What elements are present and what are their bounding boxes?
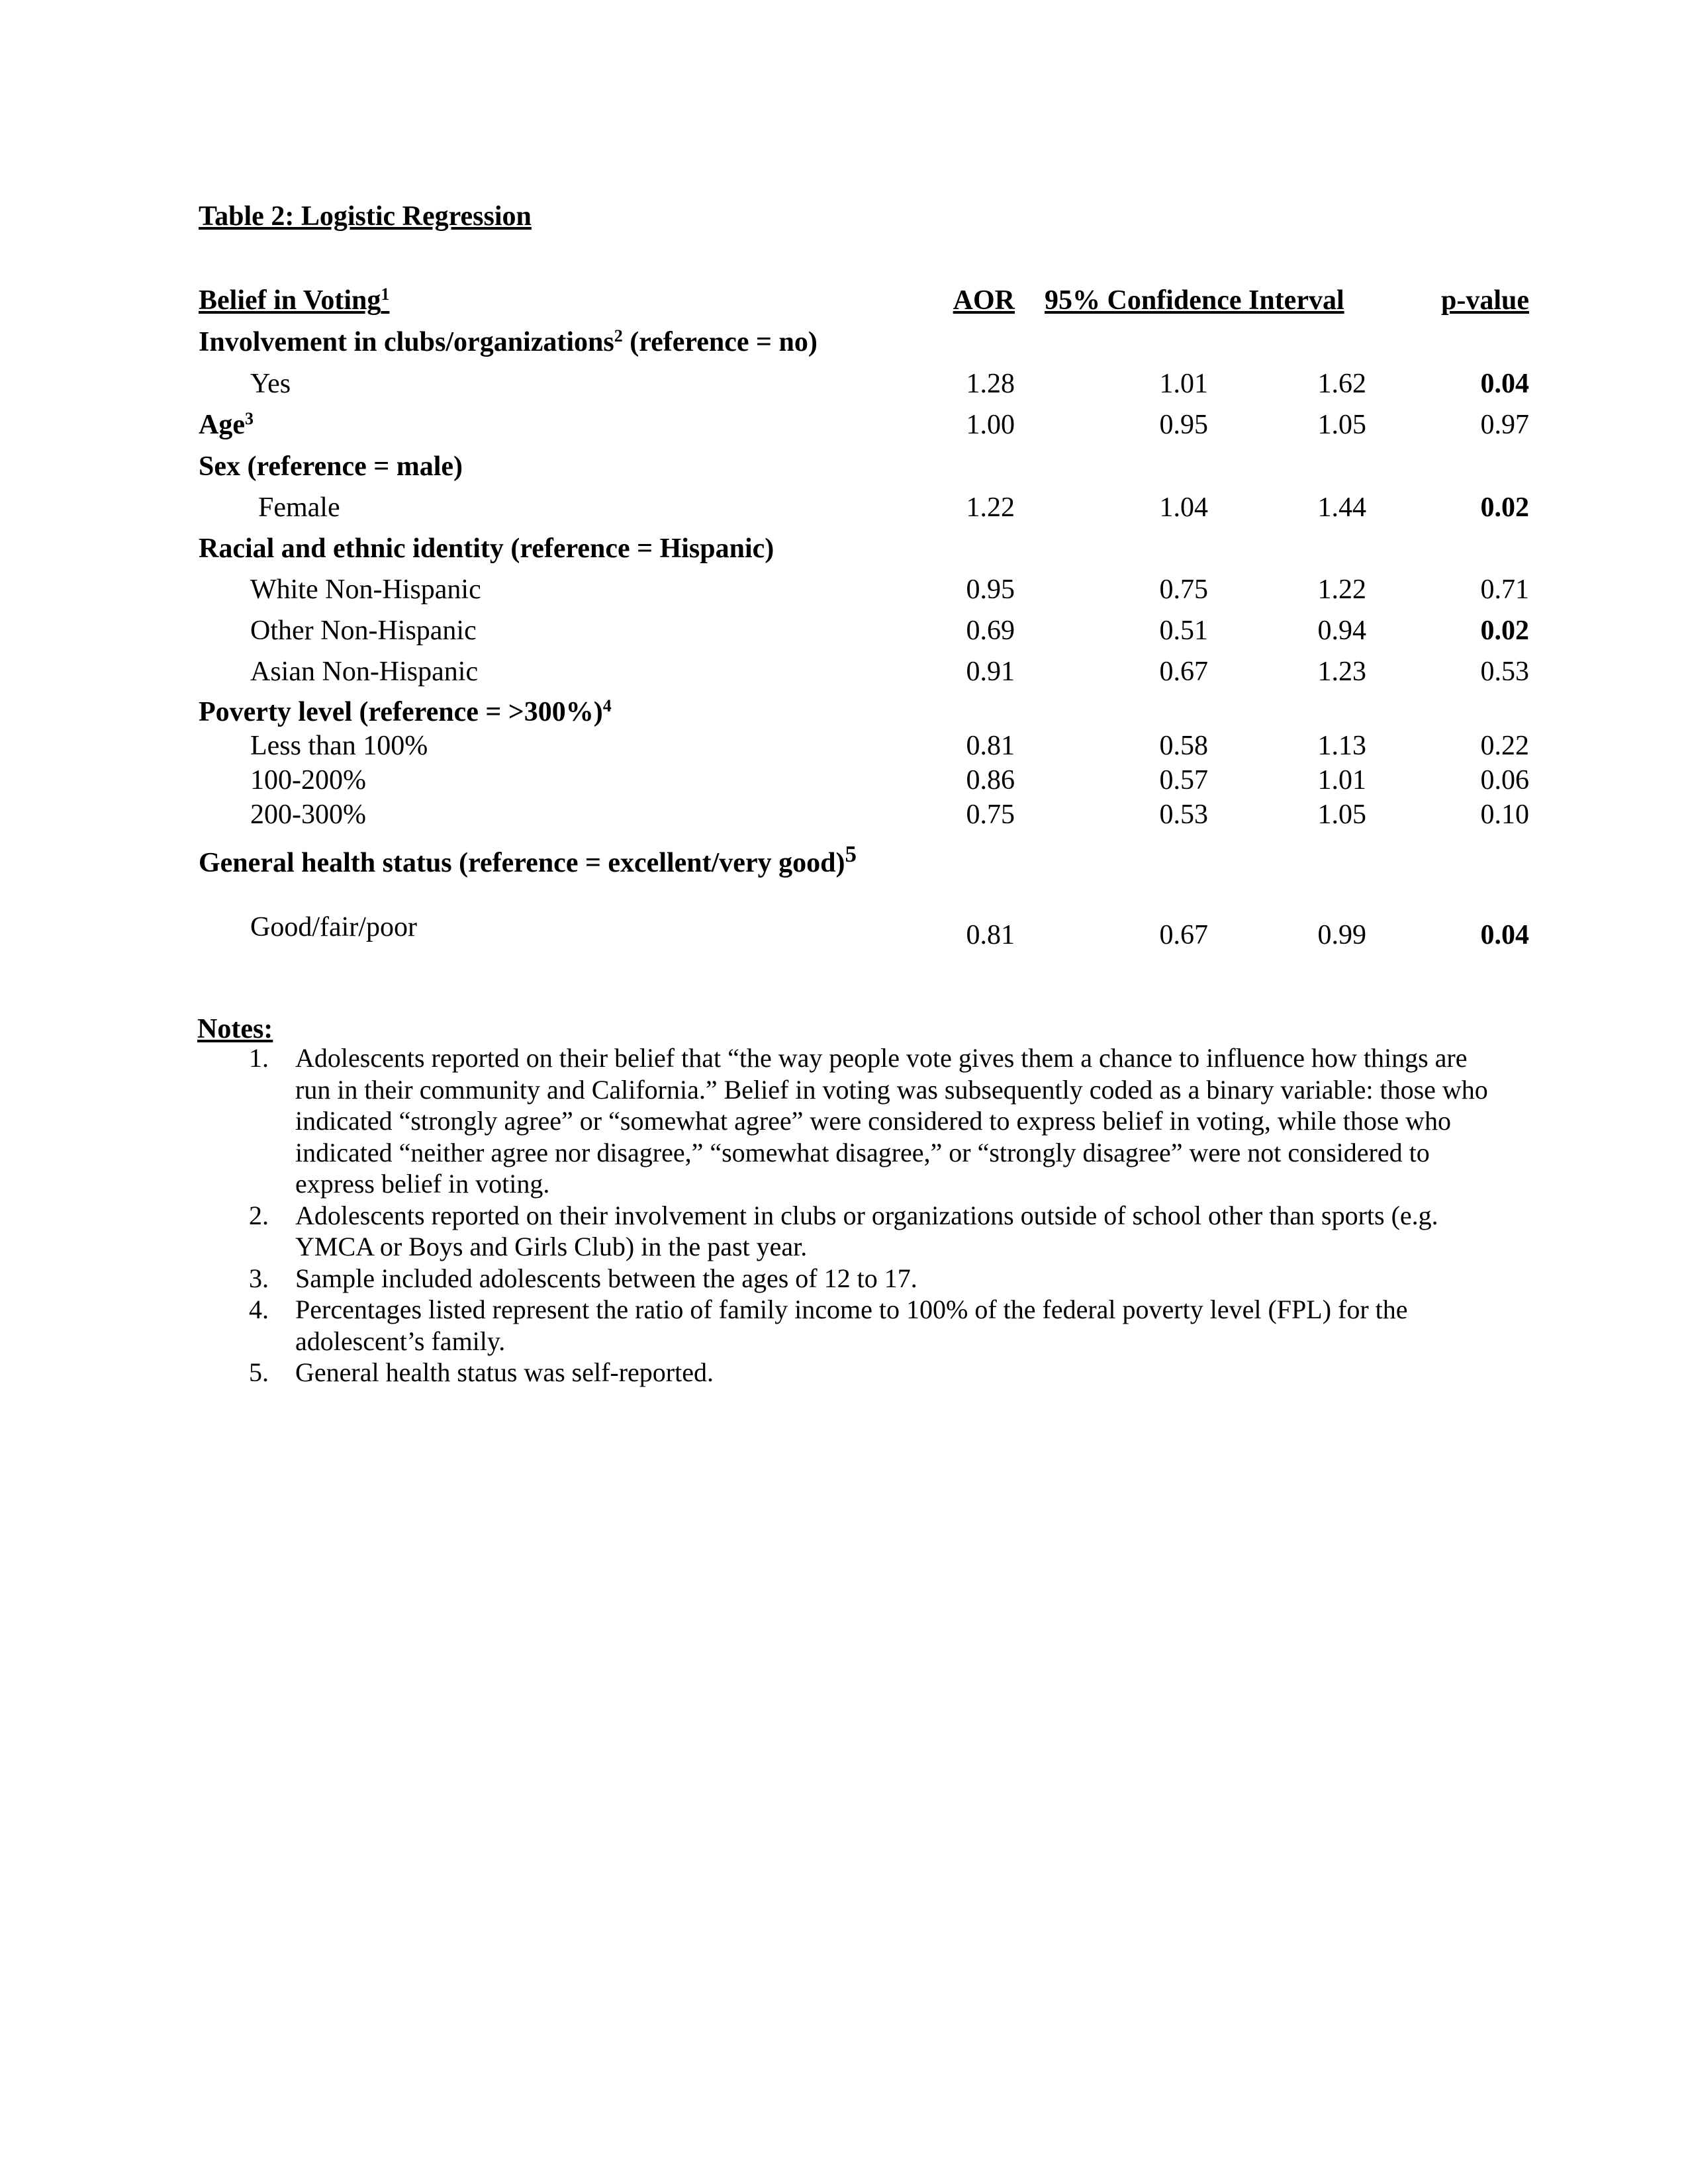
note-text: Percentages listed represent the ratio of family income to 100% of the federal poverty level (FPL) for the adolescent’s family. — [295, 1295, 1408, 1356]
table-title: Table 2: Logistic Regression — [199, 201, 532, 232]
column-header-p-value: p-value — [1440, 285, 1529, 316]
footnote-marker: 2 — [614, 326, 623, 345]
note-item — [199, 1294, 1496, 1357]
group-poverty — [199, 698, 612, 726]
cell-aor: 0.69 — [966, 615, 1015, 646]
footnote-marker: 1 — [381, 285, 390, 304]
column-header-dependent — [199, 287, 389, 314]
cell-ci-lower: 0.67 — [1159, 657, 1208, 687]
footnote-marker: 3 — [244, 409, 254, 428]
cell-ci-upper: 1.05 — [1317, 410, 1366, 440]
cell-p-value: 0.22 — [1480, 731, 1529, 761]
cell-p-value: 0.97 — [1480, 410, 1529, 440]
cell-ci-upper: 1.13 — [1317, 731, 1366, 761]
note-text: Adolescents reported on their belief that “the way people vote gives them a chance to influence how things are run in their community and California.” Belief in voting was subsequently coded as a binary variable: those who indicated “strongly agree” or “somewhat agree” were considered to express belief in voting, while those who indicated “neither agree nor disagree,” “somewhat disagree,” or “strongly disagree” were not considered to express belief in voting. — [295, 1043, 1488, 1199]
row-label-yes: Yes — [250, 369, 291, 399]
note-text: Sample included adolescents between the ages of 12 to 17. — [295, 1263, 917, 1293]
footnote-marker: 5 — [845, 841, 857, 867]
note-number: 4. — [249, 1295, 269, 1324]
group-label: Poverty level (reference = >300%) — [199, 697, 603, 727]
note-number: 5. — [249, 1357, 269, 1387]
cell-aor: 0.81 — [966, 731, 1015, 761]
group-age — [199, 411, 254, 439]
group-label: Involvement in clubs/organizations — [199, 327, 614, 357]
footnote-marker: 4 — [602, 696, 612, 715]
note-number: 1. — [249, 1043, 269, 1073]
cell-p-value: 0.10 — [1480, 799, 1529, 830]
row-label-asian: Asian Non-Hispanic — [250, 657, 479, 687]
cell-p-value: 0.53 — [1480, 657, 1529, 687]
cell-ci-lower: 0.53 — [1159, 799, 1208, 830]
cell-ci-lower: 0.58 — [1159, 731, 1208, 761]
note-item — [199, 1263, 1496, 1295]
cell-ci-lower: 0.75 — [1159, 574, 1208, 605]
row-label-less-than-100: Less than 100% — [250, 731, 428, 761]
row-label-female: Female — [258, 492, 340, 523]
group-label: General health status (reference = excellent/very good) — [199, 848, 845, 878]
note-item — [199, 1357, 1496, 1388]
group-sex: Sex (reference = male) — [199, 451, 463, 482]
cell-ci-upper: 1.05 — [1317, 799, 1366, 830]
group-health — [199, 837, 861, 880]
row-label-white: White Non-Hispanic — [250, 574, 481, 605]
group-label: Age — [199, 410, 245, 440]
note-number: 3. — [249, 1263, 269, 1293]
cell-aor: 0.91 — [966, 657, 1015, 687]
cell-ci-lower: 0.95 — [1159, 410, 1208, 440]
row-label-200-300: 200-300% — [250, 799, 366, 830]
row-label-good-fair-poor: Good/fair/poor — [250, 912, 417, 942]
cell-ci-upper: 1.62 — [1317, 369, 1366, 399]
row-label-other: Other Non-Hispanic — [250, 615, 477, 646]
cell-p-value: 0.02 — [1480, 615, 1529, 646]
column-header-aor: AOR — [953, 285, 1015, 316]
cell-ci-lower: 0.67 — [1159, 920, 1208, 950]
column-header-dependent-label: Belief in Voting — [199, 285, 381, 316]
cell-ci-upper: 0.99 — [1317, 920, 1366, 950]
cell-aor: 1.00 — [966, 410, 1015, 440]
cell-p-value: 0.04 — [1480, 369, 1529, 399]
notes-list — [199, 1042, 1496, 1388]
group-involvement — [199, 328, 818, 356]
cell-ci-lower: 0.57 — [1159, 765, 1208, 796]
cell-p-value: 0.04 — [1480, 920, 1529, 950]
note-item — [199, 1042, 1496, 1200]
cell-aor: 1.22 — [966, 492, 1015, 523]
cell-aor: 0.95 — [966, 574, 1015, 605]
cell-aor: 0.81 — [966, 920, 1015, 950]
cell-ci-lower: 1.01 — [1159, 369, 1208, 399]
cell-aor: 0.86 — [966, 765, 1015, 796]
group-reference: (reference = no) — [622, 327, 818, 357]
row-label-100-200: 100-200% — [250, 765, 366, 796]
cell-p-value: 0.02 — [1480, 492, 1529, 523]
note-number: 2. — [249, 1200, 269, 1230]
cell-ci-lower: 1.04 — [1159, 492, 1208, 523]
group-race: Racial and ethnic identity (reference = Hispanic) — [199, 533, 774, 564]
note-item — [199, 1200, 1496, 1263]
column-header-ci: 95% Confidence Interval — [1045, 285, 1344, 316]
cell-p-value: 0.06 — [1480, 765, 1529, 796]
cell-aor: 0.75 — [966, 799, 1015, 830]
notes-heading: Notes: — [197, 1014, 273, 1044]
cell-ci-lower: 0.51 — [1159, 615, 1208, 646]
note-text: General health status was self-reported. — [295, 1357, 714, 1387]
cell-ci-upper: 0.94 — [1317, 615, 1366, 646]
cell-ci-upper: 1.23 — [1317, 657, 1366, 687]
cell-ci-upper: 1.44 — [1317, 492, 1366, 523]
note-text: Adolescents reported on their involvement in clubs or organizations outside of school other than sports (e.g. YMCA or Boys and Girls Club) in the past year. — [295, 1200, 1438, 1261]
cell-p-value: 0.71 — [1480, 574, 1529, 605]
cell-aor: 1.28 — [966, 369, 1015, 399]
cell-ci-upper: 1.01 — [1317, 765, 1366, 796]
cell-ci-upper: 1.22 — [1317, 574, 1366, 605]
